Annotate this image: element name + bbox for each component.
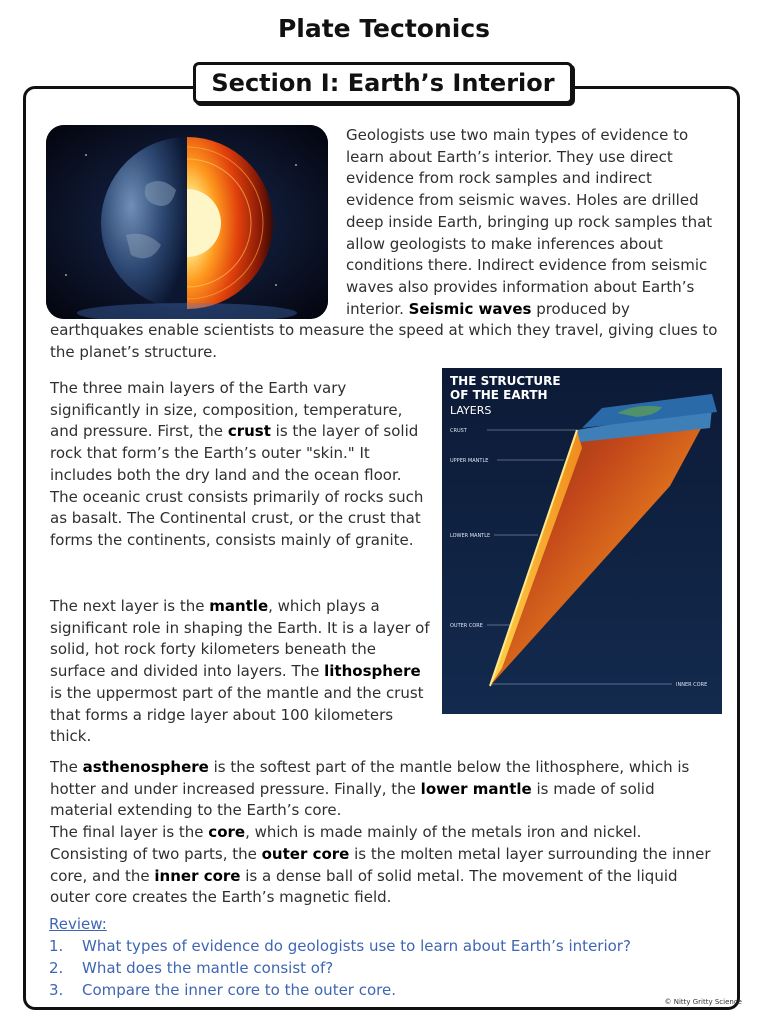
- structure-subtitle: LAYERS: [450, 404, 492, 417]
- label-lower-mantle: LOWER MANTLE: [450, 533, 491, 539]
- core-paragraph: [50, 757, 718, 909]
- intro-paragraph: [50, 125, 720, 364]
- core-text-2: is the softest part of the mantle below the lithosphere, which is hotter and under increased pressure. Finally, the: [50, 758, 690, 798]
- keyword-mantle: mantle: [209, 597, 269, 615]
- earth-layers-wedge-illustration: [442, 368, 722, 714]
- keyword-seismic-waves: Seismic waves: [408, 299, 532, 318]
- crust-paragraph: [50, 378, 430, 552]
- keyword-outer-core: outer core: [261, 844, 350, 863]
- review-section: [49, 913, 631, 1001]
- review-question: What types of evidence do geologists use to learn about Earth’s interior?: [82, 937, 631, 955]
- keyword-crust: crust: [227, 422, 271, 441]
- review-item-number: 2.: [49, 959, 64, 977]
- keyword-asthenosphere: asthenosphere: [82, 758, 209, 776]
- label-outer-core: OUTER CORE: [450, 623, 483, 629]
- mantle-text-2: , which plays a significant role in shaping the Earth. It is a layer of solid, hot rock forty kilometers beneath the surface and divided into layers. The: [50, 597, 430, 681]
- crust-text-1: The three main layers of the Earth vary significantly in size, composition, temperature, and pressure. First, the: [50, 379, 403, 441]
- review-item: [49, 935, 631, 957]
- crust-text-2: is the layer of solid rock that form’s the Earth’s outer "skin." It includes both the dry land and the ocean floor. The oceanic crust consists primarily of rocks such as basalt. The Continental crust, or the crust that forms the continents, consists mainly of granite.: [50, 422, 424, 549]
- structure-title-line2: OF THE EARTH: [450, 388, 548, 402]
- review-question: What does the mantle consist of?: [82, 959, 334, 977]
- copyright-notice: © Nitty Gritty Science: [664, 998, 742, 1006]
- label-upper-mantle: UPPER MANTLE: [450, 458, 489, 464]
- label-crust: CRUST: [450, 428, 467, 434]
- core-text-3: is made of solid material extending to the Earth’s core.: [50, 779, 655, 820]
- core-text-4: The final layer is the: [50, 823, 209, 842]
- keyword-inner-core: inner core: [154, 866, 241, 885]
- earth-structure-diagram: [442, 368, 722, 714]
- core-text-7: is a dense ball of solid metal. The movement of the liquid outer core creates the Earth’s magnetic field.: [50, 866, 678, 907]
- core-text-1: The: [50, 758, 83, 776]
- keyword-core: core: [208, 823, 246, 842]
- review-item-number: 3.: [49, 981, 64, 999]
- review-item: [49, 979, 631, 1001]
- intro-text-1: Geologists use two main types of evidence to learn about Earth’s interior. They use direct evidence from rock samples and indirect evidence from seismic waves. Holes are drilled deep inside Earth, bringing up rock samples that allow geologists to make inferences about conditions there. Indirect evidence from seismic waves also provides information about Earth’s interior.: [346, 126, 713, 318]
- core-text-6: is the molten metal layer surrounding the inner core, and the: [50, 844, 711, 885]
- review-item-number: 1.: [49, 937, 64, 955]
- review-item: [49, 957, 631, 979]
- mantle-paragraph: [50, 596, 430, 748]
- mantle-text-1: The next layer is the: [50, 597, 210, 615]
- review-question: Compare the inner core to the outer core.: [82, 981, 396, 999]
- review-title: Review:: [49, 915, 107, 933]
- intro-text-2: produced by earthquakes enable scientists to measure the speed at which they travel, giving clues to the planet’s structure.: [50, 299, 718, 362]
- keyword-lower-mantle: lower mantle: [420, 779, 532, 798]
- mantle-text-3: is the uppermost part of the mantle and the crust that forms a ridge layer about 100 kilometers thick.: [50, 683, 424, 746]
- label-inner-core: INNER CORE: [676, 682, 708, 688]
- page-title: Plate Tectonics: [277, 14, 491, 43]
- structure-title-line1: THE STRUCTURE: [450, 374, 561, 388]
- core-text-5: , which is made mainly of the metals iron and nickel. Consisting of two parts, the: [50, 823, 642, 863]
- keyword-lithosphere: lithosphere: [324, 662, 421, 681]
- intro-float-spacer: [50, 125, 346, 320]
- section-title: Section I: Earth’s Interior: [193, 62, 573, 104]
